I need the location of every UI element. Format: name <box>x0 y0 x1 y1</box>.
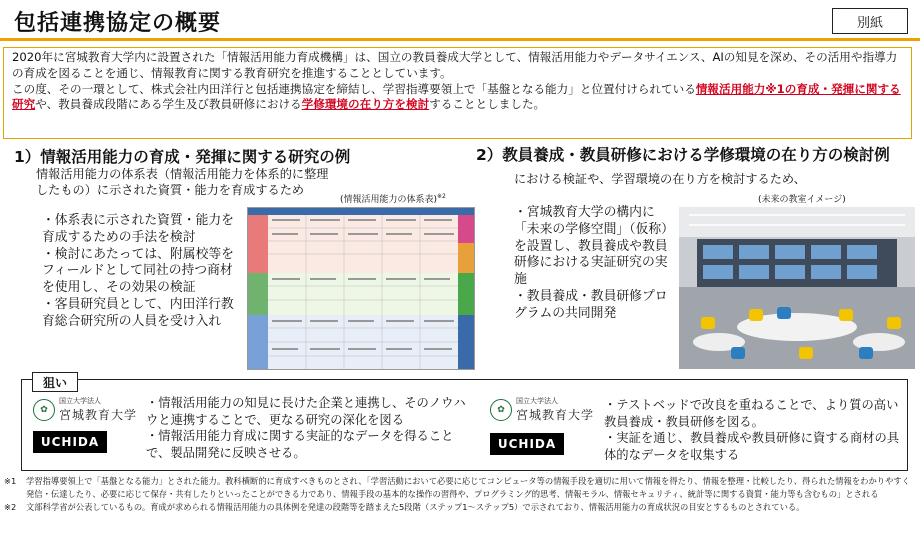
footnote <box>4 501 916 514</box>
competency-table-image <box>247 207 475 370</box>
logo-big-text: 宮城教育大学 <box>516 408 595 422</box>
table-thumbnail-icon <box>248 208 475 370</box>
list-item: ・教員養成・教員研修プログラムの共同開発 <box>514 288 668 321</box>
list-item: ・客員研究員として、内田洋行教育総合研究所の人員を受け入れ <box>42 296 234 329</box>
goal-left-list <box>146 395 476 461</box>
intro-text-2: この度、その一環として、株式会社内田洋行と包括連携協定を締結し、学習指導要領上で「基盤となる能力」と位置付けられている <box>12 81 696 96</box>
intro-highlight-research: 情報活用能力※1の育成・発揮に関する研究 <box>12 81 901 112</box>
list-item: ・体系表に示された資質・能力を育成するための手法を検討 <box>42 213 234 245</box>
intro-text-4: することとしました。 <box>429 97 546 112</box>
attachment-tag: 別紙 <box>832 8 908 34</box>
table-caption <box>340 192 446 205</box>
title-underline <box>0 38 920 41</box>
list-item: ・検討にあたっては、附属校等をフィールドとして同社の持つ商材を使用し、その効果の検証 <box>42 246 234 296</box>
intro-highlight-environment: 学修環境の在り方を検討 <box>301 97 430 112</box>
footnote-mark: ※2 <box>4 502 17 512</box>
footnote-mark: ※1 <box>4 476 17 486</box>
table-caption-text: (情報活用能力の体系表) <box>340 195 438 205</box>
future-classroom-photo <box>679 207 915 369</box>
uchida-logo-2: UCHIDA <box>490 433 564 455</box>
logo-big-text: 宮城教育大学 <box>59 408 138 422</box>
list-item: ・テストベッドで改良を重ねることで、より質の高い教員養成・教員研修を図る。 <box>604 398 899 429</box>
list-item: ・情報活用能力の知見に長けた企業と連携し、そのノウハウと連携することで、更なる研究の深化を図る <box>146 396 466 427</box>
footnote <box>4 475 916 501</box>
logo-small-text: 国立大学法人 <box>516 397 558 405</box>
uchida-logo: UCHIDA <box>33 431 107 453</box>
goal-tag: 狙い <box>32 372 78 392</box>
list-item: ・情報活用能力育成に関する実証的なデータを得ることで、製品開発に反映させる。 <box>146 429 454 460</box>
intro-text-3: や、教員養成段階にある学生及び教員研修における <box>35 97 302 112</box>
intro-text-1: 2020年に宮城教育大学内に設置された「情報活用能力育成機構」は、国立の教員養成大学として、情報活用能力やデータサイエンス、AIの知見を深め、その活用や指導力の育成を図ることを通じ、情報教育に関する教育研究を推進することとしています。 <box>12 50 898 80</box>
section2-heading: 2）教員養成・教員研修における学修環境の在り方の検討例 <box>476 146 890 164</box>
classroom-image-icon <box>679 207 915 369</box>
section2-list <box>514 205 674 323</box>
list-item: ・実証を通じ、教員養成や教員研修に資する商材の具体的なデータを収集する <box>604 431 900 462</box>
footnote-text: 学習指導要領上で「基盤となる能力」とされた能力。教科横断的に育成すべきものとされ、「学習活動において必要に応じてコンピュータ等の情報手段を適切に用いて情報を得たり、情報を整理・比較したり、得られた情報をわかりやすく発信・伝達したり、必要に応じて保存・共有したりといったことができる力であり、情報手段の基本的な操作の習得や、プログラミング的思考、情報モラル、情報セキュリティ、統計等に関する資質・能力等も含むもの」とされる <box>26 476 910 499</box>
page-title: 包括連携協定の概要 <box>14 11 222 36</box>
footnotes <box>4 475 916 514</box>
photo-caption: (未来の教室イメージ) <box>758 195 846 205</box>
table-note-mark: ※2 <box>437 193 446 200</box>
logo-small-text: 国立大学法人 <box>59 397 101 405</box>
list-item: ・宮城教育大学の構内に「未来の学修空間」（仮称）を設置し、教員養成や教員研修における実証研究の実施 <box>514 205 674 288</box>
university-seal-icon: ✿ <box>490 399 512 421</box>
goal-right-list <box>604 397 906 463</box>
miyagi-university-logo <box>33 396 137 423</box>
miyagi-university-logo-2 <box>490 396 594 423</box>
university-seal-icon: ✿ <box>33 399 55 421</box>
section1-heading: 1）情報活用能力の育成・発揮に関する研究の例 <box>14 148 351 166</box>
intro-box <box>3 47 912 139</box>
footnote-text: 文部科学省が公表しているもの。育成が求められる情報活用能力の具体例を発達の段階等を踏まえた5段階（ステップ1〜ステップ5）で示されており、情報活用能力の育成状況の目安とするものとされている。 <box>26 502 805 512</box>
section1-list <box>42 213 238 381</box>
section2-subtext: における検証や、学習環境の在り方を検討するため、 <box>514 172 806 186</box>
section1-subtext: 情報活用能力の体系表（情報活用能力を体系的に整理したもの）に示された資質・能力を育成するため <box>36 167 329 197</box>
